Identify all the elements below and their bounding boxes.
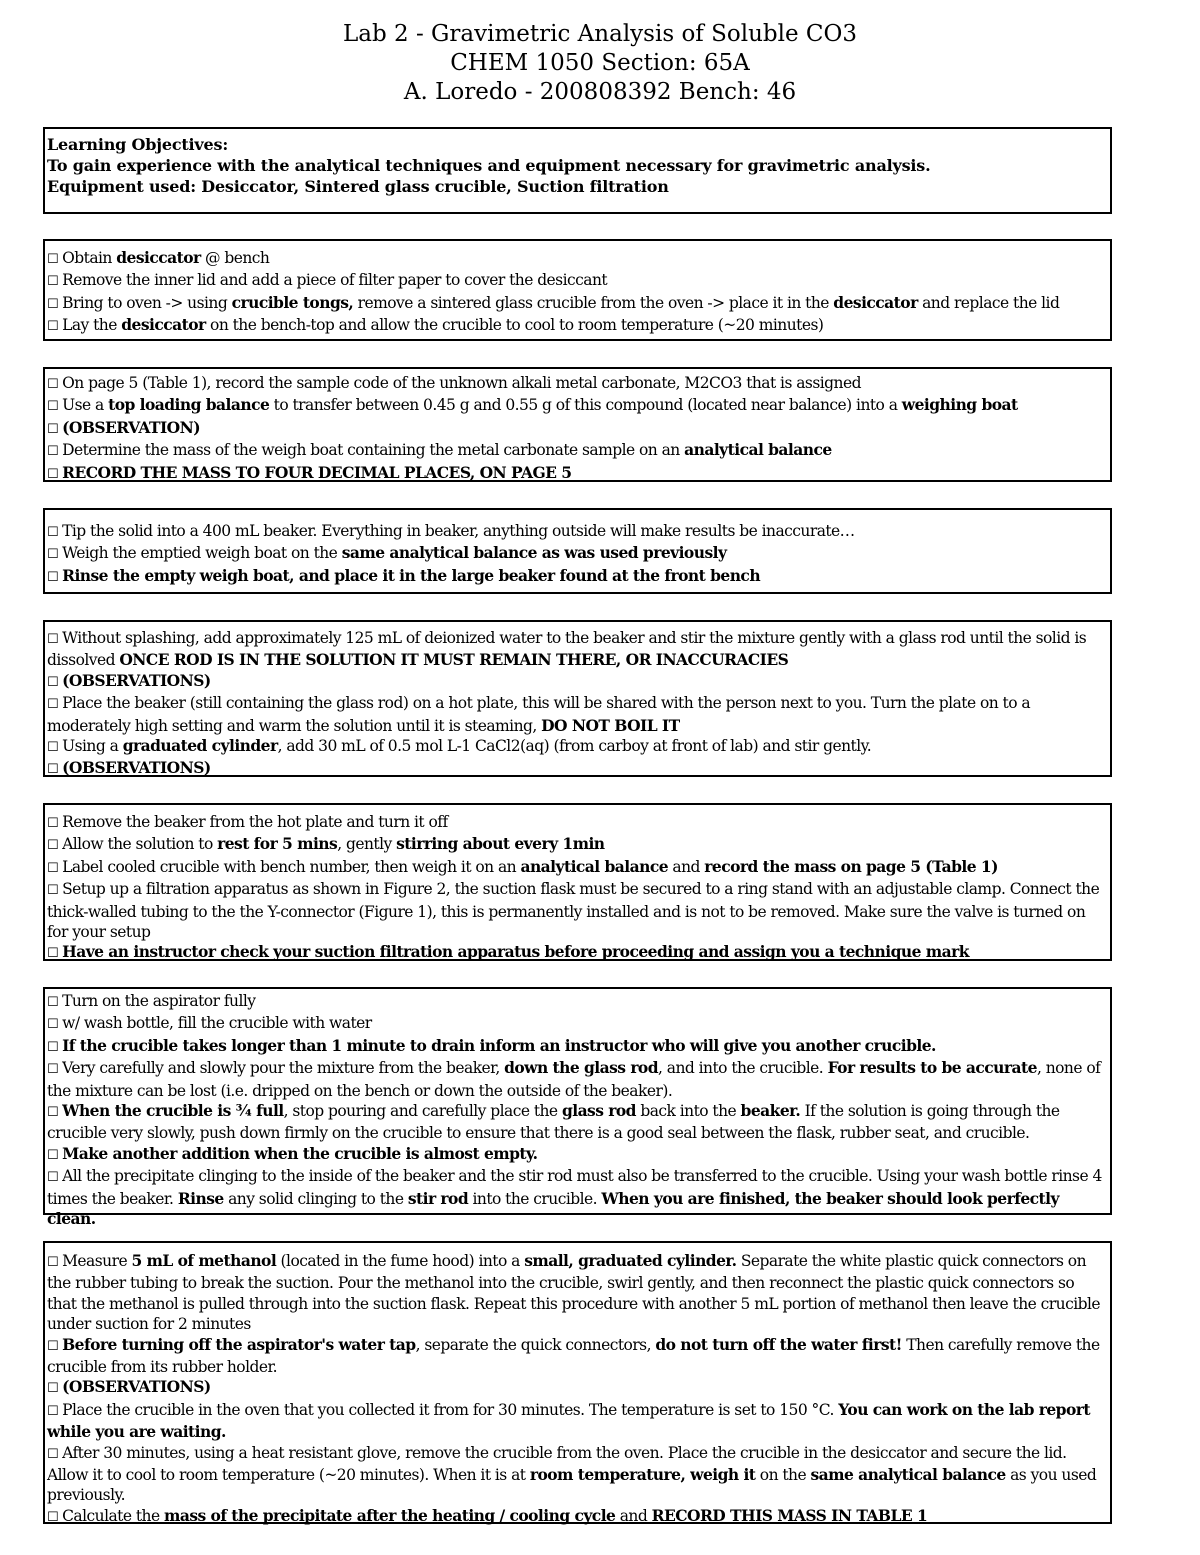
objectives-title: Learning Objectives: xyxy=(47,135,229,154)
objectives-goal: To gain experience with the analytical techniques and equipment necessary for gravimetric analysis. xyxy=(47,156,931,175)
checkbox-icon: ☐ xyxy=(47,274,59,290)
checkbox-icon: ☐ xyxy=(47,697,59,713)
checkbox-icon: ☐ xyxy=(47,883,59,899)
checkbox-icon: ☐ xyxy=(47,525,59,540)
checkbox-icon: ☐ xyxy=(47,319,59,335)
checkbox-icon: ☐ xyxy=(47,1105,59,1121)
step-item: ☐ Measure 5 mL of methanol (located in the fume hood) into a small, graduated cylinder. Separate the white plastic quick connectors on the rubber tubing to break the suction. Pour the methanol into the crucible, swirl gently, and then reconnect the plastic quick connectors so that the methanol is pulled through into the suction flask. Repeat this procedure with another 5 mL portion of methanol then leave the crucible under suction for 2 minutes xyxy=(47,1251,1101,1334)
step-item: ☐ Turn on the aspirator fully xyxy=(47,992,256,1010)
checkbox-icon: ☐ xyxy=(47,547,59,563)
step-item: ☐ Place the beaker (still containing the glass rod) on a hot plate, this will be shared with the person next to you. Turn the plate on to a moderately high setting and warm the solution until it is steaming, DO NOT BOIL IT xyxy=(47,694,1031,735)
checkbox-icon: ☐ xyxy=(47,838,59,854)
checkbox-icon: ☐ xyxy=(47,1403,59,1419)
checkbox-icon: ☐ xyxy=(47,1338,59,1354)
checkbox-icon: ☐ xyxy=(47,1170,59,1186)
checkbox-icon: ☐ xyxy=(47,377,59,392)
step-item: ☐ Without splashing, add approximately 125 mL of deionized water to the beaker and stir the mixture gently with a glass rod until the solid is dissolved ONCE ROD IS IN THE SOLUTION IT MUST REMAIN THERE, OR INACCURACIES xyxy=(47,629,1087,670)
step-item: ☐ Have an instructor check your suction filtration apparatus before proceeding and assign you a technique mark xyxy=(47,942,969,962)
step-item: ☐ (OBSERVATIONS) xyxy=(47,758,211,778)
checkbox-icon: ☐ xyxy=(47,1039,59,1055)
step-item: ☐ Using a graduated cylinder, add 30 mL of 0.5 mol L-1 CaCl2(aq) (from carboy at front of lab) and stir gently. xyxy=(47,736,872,756)
filtering-procedure-box xyxy=(43,987,1112,1229)
checkbox-icon: ☐ xyxy=(47,1255,59,1270)
checkbox-icon: ☐ xyxy=(47,632,59,647)
step-item: ☐ Rinse the empty weigh boat, and place it in the large beaker found at the front bench xyxy=(47,565,761,585)
checkbox-icon: ☐ xyxy=(47,569,59,585)
step-item: ☐ All the precipitate clinging to the inside of the beaker and the stir rod must also be transferred to the crucible. Using your wash bottle rinse 4 times the beaker. Rinse any solid clinging to the stir rod into the crucible. When you are finished, the beaker should look perfectly clean. xyxy=(47,1167,1102,1229)
document-header xyxy=(0,20,1200,107)
course-section: CHEM 1050 Section: 65A xyxy=(450,50,750,76)
methanol-drying-box xyxy=(43,1241,1112,1524)
checkbox-icon: ☐ xyxy=(47,399,59,415)
step-item: ☐ If the crucible takes longer than 1 minute to drain inform an instructor who will give you another crucible. xyxy=(47,1035,936,1055)
step-item: ☐ Use a top loading balance to transfer between 0.45 g and 0.55 g of this compound (located near balance) into a weighing boat xyxy=(47,395,1018,415)
step-item: ☐ Place the crucible in the oven that you collected it from for 30 minutes. The temperature is set to 150 °C. You can work on the lab report while you are waiting. xyxy=(47,1399,1090,1442)
checkbox-icon: ☐ xyxy=(47,1509,59,1525)
step-item: ☐ Setup up a filtration apparatus as shown in Figure 2, the suction flask must be secured to a ring stand with an adjustable clamp. Connect the thick-walled tubing to the the Y-connector (Figure 1), this is permanently installed and is not to be removed. Make sure the valve is turned on for your setup xyxy=(47,880,1100,942)
step-item: ☐ Very carefully and slowly pour the mixture from the beaker, down the glass rod, and into the crucible. For results to be accurate, none of the mixture can be lost (i.e. dripped on the bench or down the outside of the beaker). xyxy=(47,1058,1101,1100)
checkbox-icon: ☐ xyxy=(47,1062,59,1078)
checkbox-icon: ☐ xyxy=(47,252,59,267)
step-item: ☐ RECORD THE MASS TO FOUR DECIMAL PLACES, ON PAGE 5 xyxy=(47,462,572,482)
step-item: ☐ Bring to oven -> using crucible tongs, remove a sintered glass crucible from the oven -> place it in the desiccator and replace the lid xyxy=(47,292,1060,312)
step-item: ☐ Calculate the mass of the precipitate after the heating / cooling cycle and RECORD THIS MASS IN TABLE 1 xyxy=(47,1505,928,1525)
step-item: ☐ Obtain desiccator @ bench xyxy=(47,248,270,267)
step-item: ☐ Make another addition when the crucible is almost empty. xyxy=(47,1143,538,1163)
lab-title: Lab 2 - Gravimetric Analysis of Soluble CO3 xyxy=(343,21,857,47)
checkbox-icon: ☐ xyxy=(47,1017,59,1033)
step-item: ☐ Determine the mass of the weigh boat containing the metal carbonate sample on an analytical balance xyxy=(47,440,832,460)
equipment-used: Equipment used: Desiccator, Sintered glass crucible, Suction filtration xyxy=(47,177,669,196)
checkbox-icon: ☐ xyxy=(47,816,59,831)
desiccator-steps-box xyxy=(43,239,1112,341)
step-item: ☐ (OBSERVATION) xyxy=(47,417,201,437)
step-item: ☐ Remove the beaker from the hot plate and turn it off xyxy=(47,813,448,831)
learning-objectives-box xyxy=(43,127,1112,214)
checkbox-icon: ☐ xyxy=(47,674,59,690)
checkbox-icon: ☐ xyxy=(47,762,59,778)
checkbox-icon: ☐ xyxy=(47,296,59,312)
filtration-setup-box xyxy=(43,803,1112,961)
checkbox-icon: ☐ xyxy=(47,995,59,1010)
student-info: A. Loredo - 200808392 Bench: 46 xyxy=(403,79,797,105)
checkbox-icon: ☐ xyxy=(47,1446,59,1462)
checkbox-icon: ☐ xyxy=(47,740,59,756)
step-item: ☐ Allow the solution to rest for 5 mins, gently stirring about every 1min xyxy=(47,834,605,854)
step-item: ☐ Tip the solid into a 400 mL beaker. Everything in beaker, anything outside will make results be inaccurate… xyxy=(47,522,855,540)
step-item: ☐ Label cooled crucible with bench number, then weigh it on an analytical balance and record the mass on page 5 (Table 1) xyxy=(47,856,998,876)
checkbox-icon: ☐ xyxy=(47,860,59,876)
sample-weighing-box xyxy=(43,367,1112,482)
checkbox-icon: ☐ xyxy=(47,946,59,962)
checkbox-icon: ☐ xyxy=(47,421,59,437)
step-item: ☐ Weigh the emptied weigh boat on the same analytical balance as was used previously xyxy=(47,543,727,563)
checkbox-icon: ☐ xyxy=(47,1147,59,1163)
step-item: ☐ On page 5 (Table 1), record the sample code of the unknown alkali metal carbonate, M2CO3 that is assigned xyxy=(47,374,861,392)
step-item: ☐ Before turning off the aspirator's water tap, separate the quick connectors, do not turn off the water first! Then carefully remove the crucible from its rubber holder. xyxy=(47,1334,1100,1377)
step-item: ☐ (OBSERVATIONS) xyxy=(47,670,211,690)
checkbox-icon: ☐ xyxy=(47,444,59,460)
step-item: ☐ After 30 minutes, using a heat resistant glove, remove the crucible from the oven. Place the crucible in the desiccator and secure the lid. Allow it to cool to room temperature (~20 minutes). When it is at room temperature, weigh it on the same analytical balance as you used previously. xyxy=(47,1443,1097,1505)
step-item: ☐ (OBSERVATIONS) xyxy=(47,1377,211,1397)
checkbox-icon: ☐ xyxy=(47,466,59,482)
checkbox-icon: ☐ xyxy=(47,1381,59,1397)
transfer-solid-box xyxy=(43,508,1112,594)
step-item: ☐ When the crucible is ¾ full, stop pouring and carefully place the glass rod back into the beaker. If the solution is going through the crucible very slowly, push down firmly on the crucible to ensure that there is a good seal between the flask, rubber seat, and crucible. xyxy=(47,1101,1060,1143)
step-item: ☐ w/ wash bottle, fill the crucible with water xyxy=(47,1014,372,1033)
step-item: ☐ Remove the inner lid and add a piece of filter paper to cover the desiccant xyxy=(47,271,608,290)
dissolve-precipitate-box xyxy=(43,620,1112,777)
step-item: ☐ Lay the desiccator on the bench-top and allow the crucible to cool to room temperature (~20 minutes) xyxy=(47,315,824,335)
